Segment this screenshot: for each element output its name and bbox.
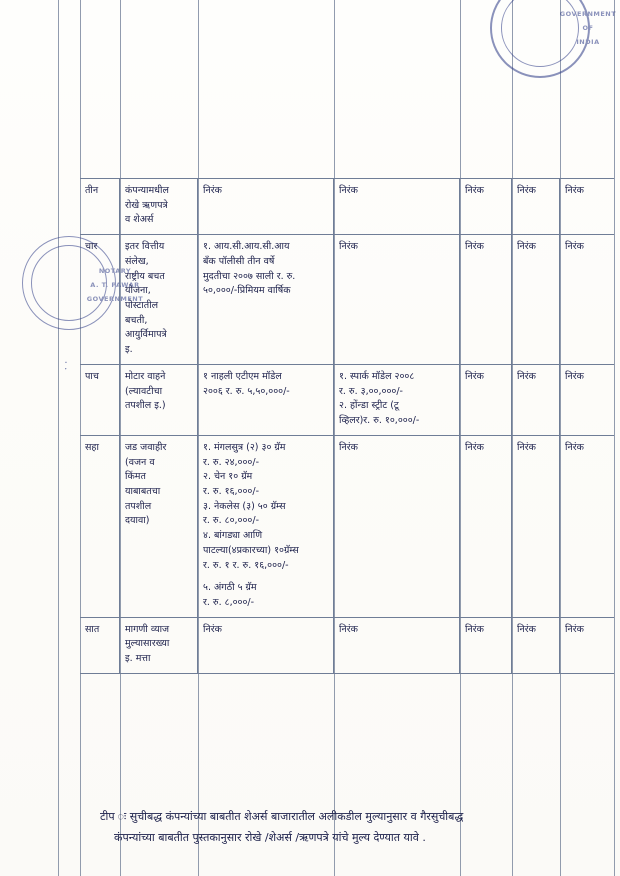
margin-ink-mark: · · — [61, 360, 73, 371]
cell-col5: निरंक — [565, 241, 584, 253]
cell-col2: निरंक — [334, 179, 460, 234]
seal-line-2: OF — [582, 24, 594, 32]
cell-col5: निरंक — [565, 185, 584, 196]
seal-line-3: INDIA — [576, 38, 600, 46]
column-rule-7 — [614, 0, 615, 876]
cell-col5: निरंक — [565, 370, 584, 382]
table-row — [80, 617, 614, 674]
cell-col3: निरंक — [460, 618, 512, 673]
cell-col4: निरंक — [512, 618, 560, 673]
cell-col1: निरंक — [198, 618, 334, 673]
cell-col2: निरंक — [334, 235, 460, 364]
cell-col5: निरंक — [565, 623, 584, 635]
cell-col3: निरंक — [460, 235, 512, 364]
assets-table — [80, 178, 614, 674]
notary-seal-line-3: GOVERNMENT — [86, 295, 144, 303]
cell-col3: निरंक — [460, 179, 512, 234]
cell-col5: निरंक — [565, 441, 584, 453]
cell-col3: निरंक — [460, 365, 512, 435]
cell-col1: १. मंगलसुत्र (२) ३० ग्रॅम र. रु. २४,०००/- २. चेन १० ग्रॅम र. रु. १६,०००/- ३. नेकलेस (३) ५० ग्रॅम्स र. रु. ८०,०००/- ४. बांगड्या आणि पाटल्या(४प्रकारच्या) १०ग्रॅम्स र. रु. १ र. रु. १६,०००/- ५. अंगठी ५ ग्रॅम र. रु. ८,०००/- — [198, 436, 334, 617]
margin-rule-left-outer — [58, 0, 59, 876]
notary-seal-line-2: A. T. PAWAR — [90, 281, 140, 289]
footer-note — [100, 806, 600, 849]
cell-col3: निरंक — [460, 436, 512, 617]
cell-col1: १. आय.सी.आय.सी.आय बँक पॉलीसी तीन वर्षे मुदतीचा २००७ साली र. रु. ५०,०००/-प्रिमियम वार्षिक — [198, 235, 334, 364]
table-row — [80, 234, 614, 364]
table-row — [80, 178, 614, 234]
seal-line-1: GOVERNMENT — [559, 10, 617, 18]
cell-col4: निरंक — [512, 365, 560, 435]
cell-col4: निरंक — [512, 235, 560, 364]
cell-col4: निरंक — [512, 179, 560, 234]
table-row — [80, 364, 614, 435]
cell-particulars: मोटार वाहने (ल्यावटीचा तपशील इ.) — [120, 365, 198, 435]
cell-particulars: जड जवाहीर (वजन व किंमत याबाबतचा तपशील दयावा) — [120, 436, 198, 617]
cell-col1: १ नाहली एटीएम मॉडेल २००६ र. रु. ५,५०,०००/- — [198, 365, 334, 435]
cell-sr-no: सहा — [80, 436, 120, 617]
cell-sr-no: सात — [80, 618, 120, 673]
cell-sr-no: तीन — [80, 179, 120, 234]
cell-col2: निरंक — [334, 436, 460, 617]
cell-col1: निरंक — [198, 179, 334, 234]
footer-note-line-2: कंपन्यांच्या बाबतीत पुस्तकानुसार रोखे /शेअर्स /ऋणपत्रे यांचे मुल्य देण्यात यावे . — [114, 831, 426, 845]
cell-particulars: कंपन्यामधील रोखे ऋणपत्रे व शेअर्स — [120, 179, 198, 234]
cell-particulars: इतर वित्तीय संलेख, राष्ट्रीय बचत योजना, पोस्टातील बचती, आयुर्विमापत्रे इ. — [120, 235, 198, 364]
cell-sr-no: पाच — [80, 365, 120, 435]
cell-sr-no: चार — [80, 235, 120, 364]
cell-particulars: मागणी व्याज मुल्यासारख्या इ. मत्ता — [120, 618, 198, 673]
notary-seal-line-1: NOTARY — [98, 267, 132, 275]
cell-col4: निरंक — [512, 436, 560, 617]
footer-note-line-1: टीप ः सुचीबद्ध कंपन्यांच्या बाबतीत शेअर्स बाजारातील अलीकडील मुल्यानुसार व गैरसुचीबद्ध — [100, 810, 464, 823]
cell-col2: निरंक — [334, 618, 460, 673]
table-row — [80, 435, 614, 617]
cell-col2: १. स्पार्क मॉडेल २००८ र. रु. ३,००,०००/- २. होंन्डा स्ट्रीट (टू व्हिलर)र. रु. १०,०००/- — [334, 365, 460, 435]
